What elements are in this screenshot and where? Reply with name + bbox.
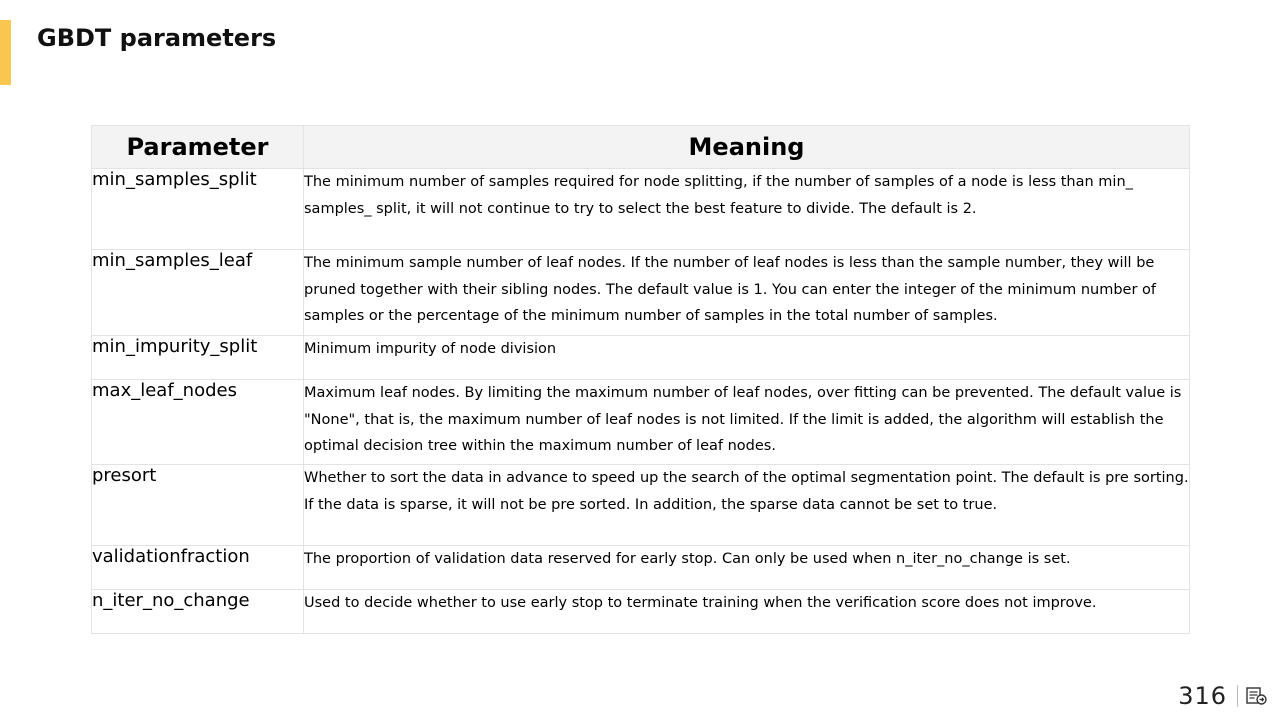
meaning-cell: Whether to sort the data in advance to speed up the search of the optimal segmentation point. The default is pre sorting. If the data is sparse, it will not be pre sorted. In addition, the sparse data cannot be set to true. — [304, 465, 1190, 546]
parameter-cell: min_samples_leaf — [92, 250, 304, 336]
parameter-cell: validationfraction — [92, 546, 304, 590]
table-row — [92, 169, 1190, 250]
table-row — [92, 336, 1190, 380]
meaning-cell: The proportion of validation data reserved for early stop. Can only be used when n_iter_no_change is set. — [304, 546, 1190, 590]
table-header-row — [92, 126, 1190, 169]
header-meaning: Meaning — [304, 126, 1190, 169]
table-row — [92, 380, 1190, 465]
page-number: 316 — [1178, 682, 1227, 710]
meaning-cell: Minimum impurity of node division — [304, 336, 1190, 380]
footer-divider — [1237, 685, 1238, 707]
title-accent-bar — [0, 20, 11, 85]
parameter-cell: min_samples_split — [92, 169, 304, 250]
header-parameter: Parameter — [92, 126, 304, 169]
meaning-cell: Used to decide whether to use early stop to terminate training when the verification score does not improve. — [304, 590, 1190, 634]
parameter-cell: max_leaf_nodes — [92, 380, 304, 465]
meaning-cell: The minimum sample number of leaf nodes. If the number of leaf nodes is less than the sample number, they will be pruned together with their sibling nodes. The default value is 1. You can enter the integer of the minimum number of samples or the percentage of the minimum number of samples in the total number of samples. — [304, 250, 1190, 336]
parameter-cell: min_impurity_split — [92, 336, 304, 380]
page-footer — [1178, 682, 1268, 710]
slide-title: GBDT parameters — [37, 24, 277, 52]
table-row — [92, 590, 1190, 634]
table-row — [92, 546, 1190, 590]
presentation-notes-icon[interactable] — [1246, 686, 1268, 706]
meaning-cell: The minimum number of samples required for node splitting, if the number of samples of a node is less than min_ samples_ split, it will not continue to try to select the best feature to divide. The default is 2. — [304, 169, 1190, 250]
parameters-table — [91, 125, 1190, 634]
table-row — [92, 465, 1190, 546]
table-row — [92, 250, 1190, 336]
parameter-cell: n_iter_no_change — [92, 590, 304, 634]
parameter-cell: presort — [92, 465, 304, 546]
meaning-cell: Maximum leaf nodes. By limiting the maximum number of leaf nodes, over fitting can be prevented. The default value is "None", that is, the maximum number of leaf nodes is not limited. If the limit is added, the algorithm will establish the optimal decision tree within the maximum number of leaf nodes. — [304, 380, 1190, 465]
